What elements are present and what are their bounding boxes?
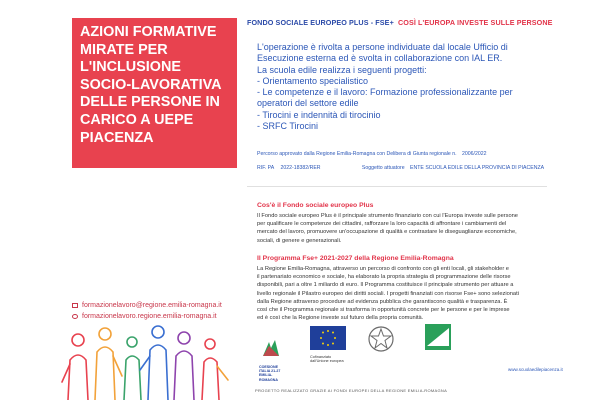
intro-line: L'operazione è rivolta a persone individuate dal locale Ufficio di: [257, 42, 508, 52]
intro-text: [257, 42, 557, 132]
intro-line: operatori del settore edile: [257, 98, 359, 109]
section2-title: Il Programma Fse+ 2021-2027 della Regione Emilia-Romagna: [257, 255, 454, 262]
section2-line: ed è così che la Regione investe sul futuro della propria comunità.: [257, 315, 424, 322]
section2-line: così che il Programma regionale si trasforma in opportunità concrete per le persone e per le imprese: [257, 307, 510, 314]
title-line: PIACENZA: [80, 129, 154, 146]
email-contact[interactable]: [72, 300, 222, 311]
intro-line: - Orientamento specialistico: [257, 75, 369, 86]
rif-value: 2022-18382/RER: [280, 165, 321, 171]
soggetto-value: ENTE SCUOLA EDILE DELLA PROVINCIA DI PIACENZA: [410, 165, 545, 171]
email-link[interactable]: formazionelavoro@regione.emilia-romagna.it: [82, 302, 222, 309]
coesione-text: COESIONE ITALIA 21-27 EMILIA-ROMAGNA: [259, 365, 281, 382]
footer-text: PROGETTO REALIZZATO GRAZIE AI FONDI EUROPEI DELLA REGIONE EMILIA-ROMAGNA: [255, 388, 448, 393]
title-line: MIRATE PER: [80, 41, 168, 58]
title-line: CARICO A UEPE: [80, 111, 194, 128]
region-logo: [425, 324, 455, 358]
website-link[interactable]: www.scuolaedilepiacenza.it: [508, 367, 563, 372]
intro-line: - Le competenze e il lavoro: Formazione professionalizzante per: [257, 87, 513, 98]
section1-title: Cos'è il Fondo sociale europeo Plus: [257, 202, 374, 209]
soggetto-label: Soggetto attuatore: [361, 165, 405, 171]
approval-line: [257, 151, 487, 157]
globe-icon: [72, 314, 78, 319]
section1-line: Il Fondo sociale europeo Plus è il principale strumento finanziario con cui l'Europa investe sulle persone: [257, 213, 518, 219]
header-fund: FONDO SOCIALE EUROPEO PLUS - FSE+: [247, 18, 394, 27]
section2-line: La Regione Emilia-Romagna, attraverso un percorso di confronto con gli enti locali, gli stakeholder e: [257, 266, 509, 272]
region-emblem-icon: [425, 324, 451, 350]
coesione-icon: [259, 338, 283, 360]
intro-line: Esecuzione esterna ed è svolta in collaborazione con IAL ER.: [257, 53, 503, 64]
contacts: [72, 300, 222, 322]
eu-caption: Cofinanziato dall'Unione europea: [310, 355, 344, 364]
section1-line: sociali, di genere e generazionali.: [257, 237, 342, 244]
title-box: [72, 18, 237, 168]
program-header: [247, 18, 553, 27]
section1-line: per qualificare le competenze dei cittadini, rafforzare la loro capacità di affrontare i cambiamenti del: [257, 221, 507, 228]
eu-logo: [310, 326, 352, 372]
section1-text: [257, 212, 547, 245]
section2-line: disponibili, pari a oltre 1 miliardo di euro. Il Programma costituisce il principale strumento per attuare a: [257, 282, 514, 289]
title-line: L'INCLUSIONE: [80, 59, 181, 76]
divider: [247, 186, 547, 187]
intro-line: - Tirocini e indennità di tirocinio: [257, 109, 381, 120]
approval-label: Percorso approvato dalla Regione Emilia-Romagna con Delibera di Giunta regionale n.: [257, 151, 457, 157]
section2-line: dalla Regione attraverso procedure ad evidenza pubblica che garantiscono qualità e trasparenza. È: [257, 298, 508, 305]
approval-value: 2006/2022: [462, 151, 487, 157]
intro-line: - SRFC Tirocini: [257, 121, 319, 132]
people-illustration-icon: [60, 320, 240, 400]
star-emblem-icon: [367, 324, 395, 354]
mail-icon: [72, 303, 78, 308]
section2-line: il partenariato economico e sociale, ha elaborato la propria strategia di programmazione delle risorse: [257, 274, 511, 281]
title-line: DELLE PERSONE IN: [80, 94, 220, 111]
section1-line: mercato del lavoro, promuovere un'occupazione di qualità e contrastare le diseguaglianze economiche,: [257, 229, 517, 236]
italian-republic-emblem: [367, 324, 397, 358]
rif-label: RIF. PA: [257, 165, 275, 171]
section2-text: [257, 265, 547, 322]
header-slogan: COSÌ L'EUROPA INVESTE SULLE PERSONE: [397, 18, 553, 27]
section2-line: livello regionale il Pilastro europeo dei diritti sociali. I progetti finanziati con risorse Fse+ sono selezionati: [257, 290, 519, 297]
title-line: AZIONI FORMATIVE: [80, 24, 217, 40]
intro-line: La scuola edile realizza i seguenti progetti:: [257, 64, 427, 75]
coesione-logo: [259, 338, 283, 382]
reference-row: [257, 165, 577, 171]
title-line: SOCIO-LAVORATIVA: [80, 76, 222, 93]
eu-flag-icon: [310, 326, 346, 350]
web-link[interactable]: formazionelavoro.regione.emilia-romagna.it: [82, 313, 217, 320]
